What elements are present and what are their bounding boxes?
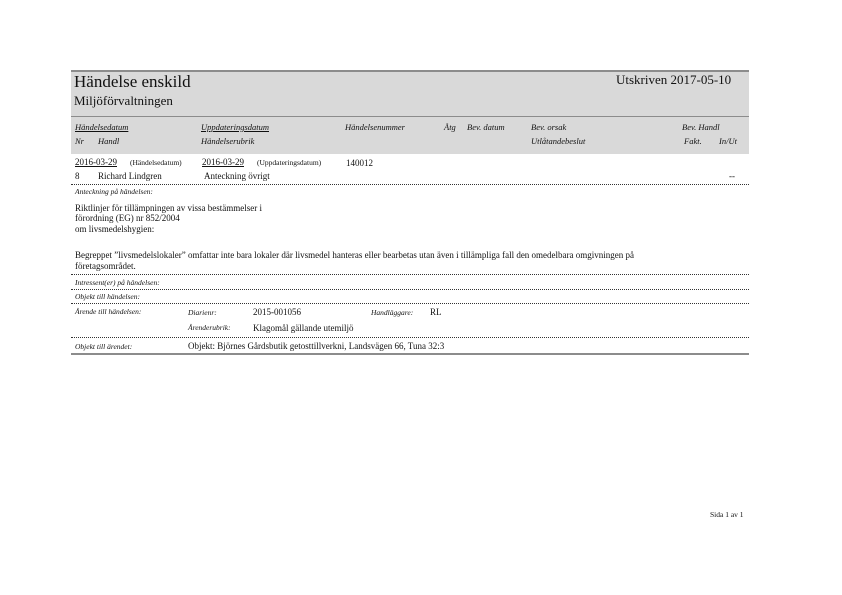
page-number: Sida 1 av 1 [710,510,744,519]
col-header-bev-handl: Bev. Handl [682,122,720,132]
col-header-handelsedatum: Händelsedatum [75,122,129,132]
col-header-atg: Åtg [444,122,456,132]
note-line-1: Riktlinjer för tillämpningen av vissa bestämmelser i [75,203,262,213]
row-separator [71,303,749,304]
event-date: 2016-03-29 [75,157,117,167]
report-title: Händelse enskild [74,72,191,91]
col-header-uppdateringsdatum: Uppdateringsdatum [201,122,269,132]
col-header-utlatandebeslut: Utlåtandebeslut [531,136,586,146]
objekt-arendet-label: Objekt till ärendet: [75,342,133,351]
diarienr-label: Diarienr: [188,308,217,317]
note-line-2: förordning (EG) nr 852/2004 [75,213,180,223]
table-bottom-rule [71,353,749,355]
printed-date: Utskriven 2017-05-10 [616,72,732,87]
row-separator [71,289,749,290]
col-header-in-ut: In/Ut [719,136,737,146]
intressent-label: Intressent(er) på händelsen: [75,278,160,287]
department-name: Miljöförvaltningen [74,93,173,108]
arenderubrik-value: Klagomål gällande utemiljö [253,323,354,333]
col-header-handelserubrik: Händelserubrik [201,136,255,146]
col-header-fakt: Fakt. [684,136,702,146]
diarienr-value: 2015-001056 [253,307,301,317]
event-nr: 8 [75,171,80,181]
col-header-bev-datum: Bev. datum [467,122,505,132]
event-number: 140012 [346,158,373,168]
event-heading: Anteckning övrigt [204,171,270,181]
event-handler: Richard Lindgren [98,171,162,181]
event-updated-date: 2016-03-29 [202,157,244,167]
header-divider [71,116,749,117]
row-separator [71,337,749,338]
event-date-tag: (Händelsedatum) [130,158,182,167]
col-header-handl: Handl [98,136,120,146]
objekt-handelse-label: Objekt till händelsen: [75,292,140,301]
col-header-nr: Nr [75,136,84,146]
arende-label: Ärende till händelsen: [75,307,142,316]
note-paragraph-line-1: Begreppet ”livsmedelslokaler” omfattar inte bara lokaler där livsmedel hanteras eller bearbetas utan även i tillämpliga fall den omedelbara omgivningen på [75,250,635,260]
objekt-arendet-value: Objekt: Björnes Gårdsbutik getosttillverkni, Landsvägen 66, Tuna 32:3 [188,341,445,351]
event-in-ut: -- [729,171,735,181]
handlaggare-value: RL [430,307,442,317]
note-paragraph-line-2: företagsområdet. [75,261,136,271]
handlaggare-label: Handläggare: [371,308,414,317]
row-separator [71,274,749,275]
col-header-bev-orsak: Bev. orsak [531,122,567,132]
note-label: Anteckning på händelsen: [75,187,153,196]
event-updated-tag: (Uppdateringsdatum) [257,158,322,167]
row-separator [71,184,749,185]
note-line-3: om livsmedelshygien: [75,224,155,234]
col-header-handelsenummer: Händelsenummer [345,122,405,132]
arenderubrik-label: Ärenderubrik: [188,323,231,332]
